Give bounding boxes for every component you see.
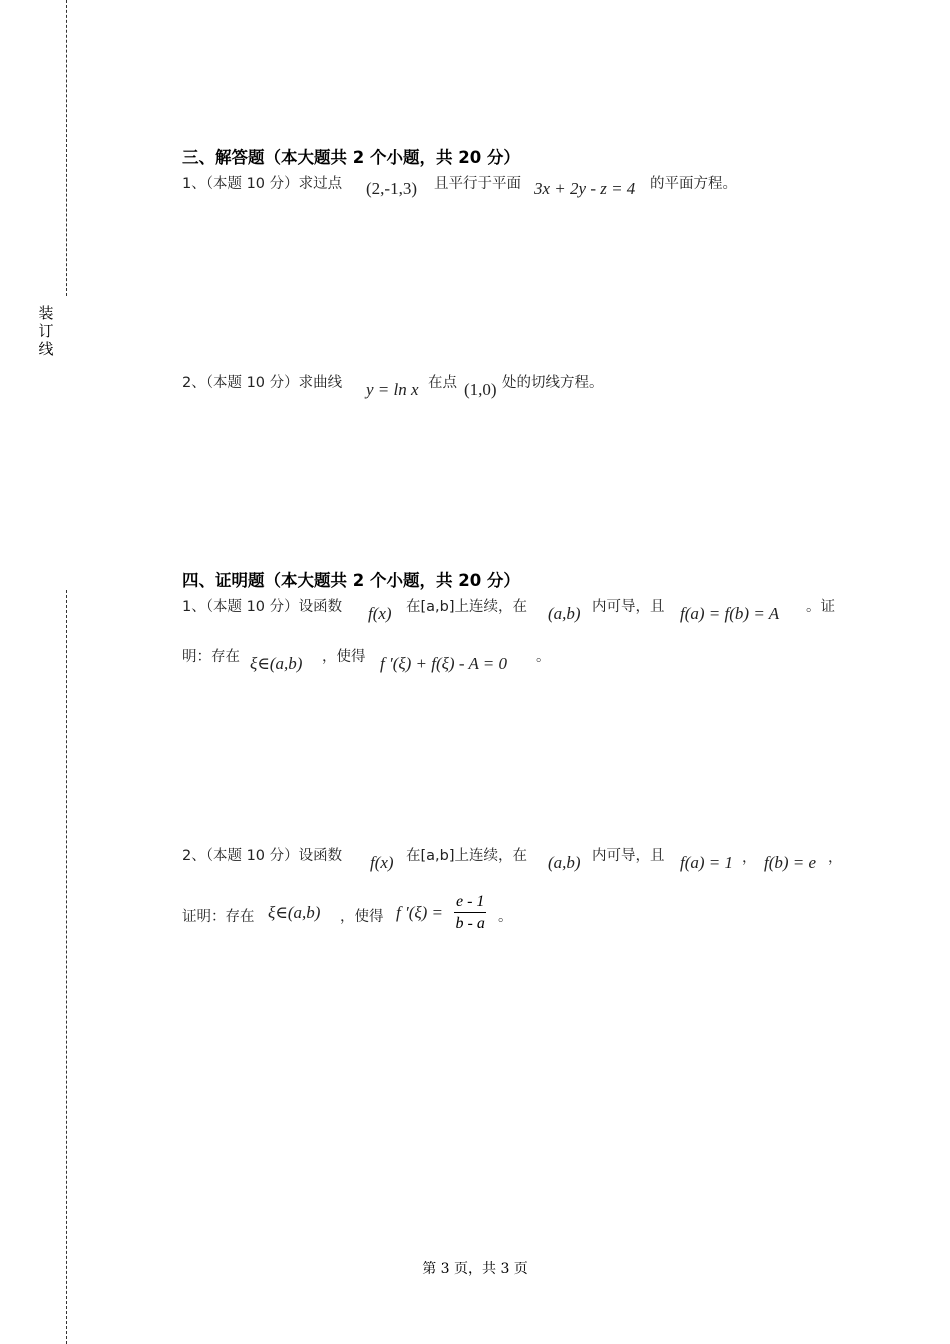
binding-line-bottom <box>66 590 67 1344</box>
question-prefix: 2、（本题 10 分）求曲线 <box>182 375 343 391</box>
math-point: (1,0) <box>464 380 497 399</box>
math-fraction <box>454 892 486 935</box>
section4-heading: 四、证明题（本大题共 2 个小题，共 20 分） <box>182 571 520 590</box>
question-text: 的平面方程。 <box>650 176 737 192</box>
question-text: 。 <box>536 649 551 665</box>
question-text: 处的切线方程。 <box>502 375 604 391</box>
math-condition: f(a) = 1 <box>680 853 734 872</box>
question-text: 明：存在 <box>182 649 240 665</box>
binding-char: 订 <box>38 322 54 340</box>
question-text: 在点 <box>428 375 457 391</box>
math-point: (2,-1,3) <box>366 179 417 198</box>
math-curve: y = ln x <box>366 380 419 399</box>
math-function: f(x) <box>370 853 394 872</box>
binding-label <box>37 304 55 358</box>
question-text: 内可导，且 <box>592 599 665 615</box>
question-text: 在[a,b]上连续，在 <box>406 848 528 864</box>
math-interval: (a,b) <box>548 604 581 623</box>
math-condition: f(a) = f(b) = A <box>680 604 780 623</box>
question-text: 证明：存在 <box>182 909 255 925</box>
math-equation: f ′(ξ) + f(ξ) - A = 0 <box>380 654 507 673</box>
math-condition: f(b) = e <box>764 853 817 872</box>
math-lhs: f ′(ξ) = <box>396 903 444 922</box>
question-text: ， <box>742 850 757 866</box>
question-text: ， <box>828 850 843 866</box>
question-prefix: 2、（本题 10 分）设函数 <box>182 848 343 864</box>
question-text: 且平行于平面 <box>434 176 521 192</box>
binding-char: 装 <box>38 304 54 322</box>
binding-line-top <box>66 0 67 296</box>
question-prefix: 1、（本题 10 分）设函数 <box>182 599 343 615</box>
question-text: 。证 <box>806 599 835 615</box>
math-xi: ξ∈(a,b) <box>250 654 303 673</box>
fraction-numerator: e - 1 <box>454 892 486 913</box>
question-text: 在[a,b]上连续，在 <box>406 599 528 615</box>
math-function: f(x) <box>368 604 392 623</box>
question-text: ，使得 <box>322 649 366 665</box>
question-text: 。 <box>498 909 513 925</box>
math-plane: 3x + 2y - z = 4 <box>534 179 636 198</box>
question-prefix: 1、（本题 10 分）求过点 <box>182 176 343 192</box>
binding-char: 线 <box>38 340 54 358</box>
page-footer: 第 3 页，共 3 页 <box>422 1261 528 1277</box>
math-interval: (a,b) <box>548 853 581 872</box>
question-text: 内可导，且 <box>592 848 665 864</box>
math-xi: ξ∈(a,b) <box>268 903 321 922</box>
question-text: ，使得 <box>340 909 384 925</box>
fraction-denominator: b - a <box>455 915 485 932</box>
section3-heading: 三、解答题（本大题共 2 个小题，共 20 分） <box>182 148 520 167</box>
